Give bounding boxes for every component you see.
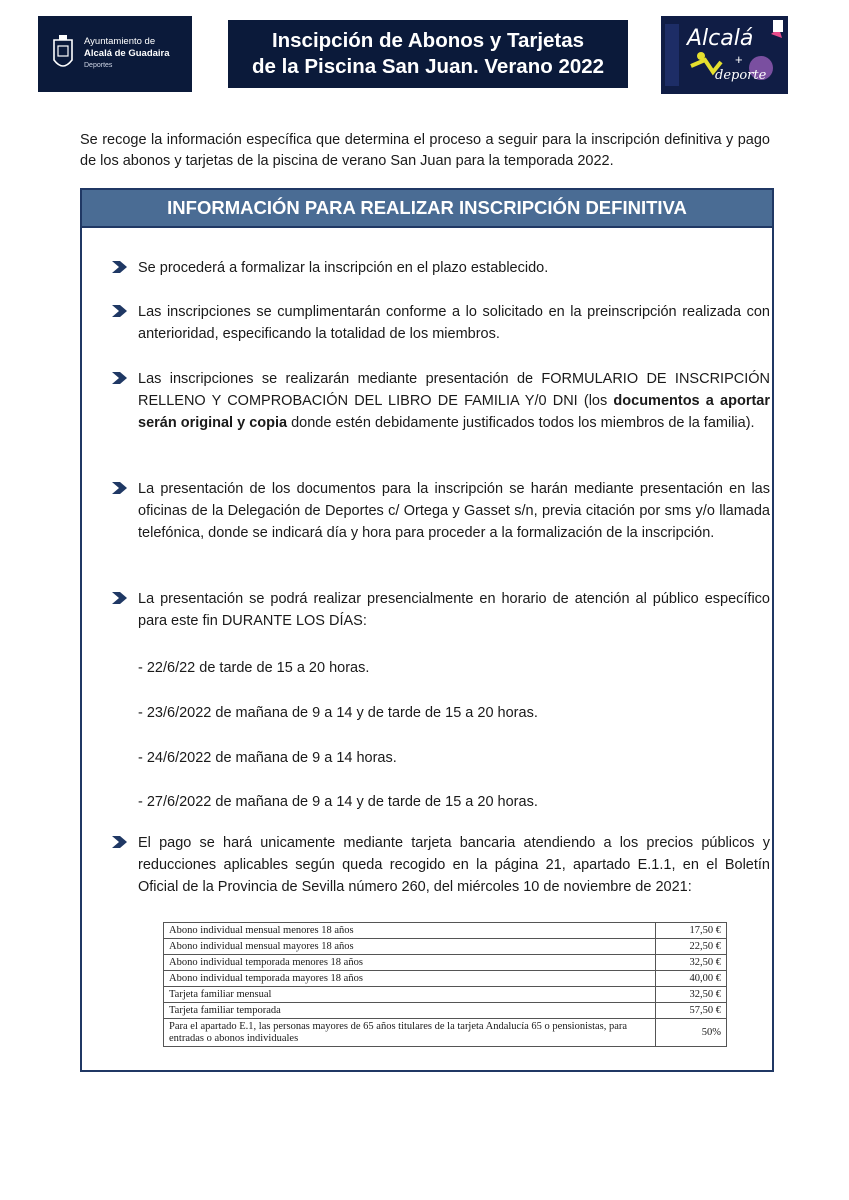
date-line-3: - 24/6/2022 de mañana de 9 a 14 horas. [138,750,397,766]
bullet-3-part-a: Las inscripciones se realizarán mediante presentación de FORMULARIO DE INSCRIPCIÓN RELLENO Y COMPROBACIÓN DEL LIBRO DE FAMILIA Y/0 DNI (los [138,371,770,409]
bullet-text-4: La presentación de los documentos para la inscripción se harán mediante presentación en las oficinas de la Delegación de Deportes c/ Ortega y Gasset s/n, previa citación por sms y/o llamada telefónica, donde se indicará día y hora para proceder a la formalización de la inscripción. [138,481,770,541]
panel-heading: INFORMACIÓN PARA REALIZAR INSCRIPCIÓN DEFINITIVA [82,190,772,228]
bullet-3-bold: documentos a aportar serán original y copia [138,393,770,431]
logo-line-2: Alcalá de Guadaira [84,48,170,59]
bullet-text-3 [138,368,770,434]
fee-label: Abono individual mensual menores 18 años [164,923,656,939]
table-row [164,1003,727,1019]
fee-label: Tarjeta familiar temporada [164,1003,656,1019]
table-row [164,939,727,955]
fee-label: Tarjeta familiar mensual [164,987,656,1003]
title-line-2: de la Piscina San Juan. Verano 2022 [251,55,605,78]
logo-line-1: Ayuntamiento de [84,36,156,47]
fee-note-label: Para el apartado E.1, las personas mayores de 65 años titulares de la tarjeta Andalucía 65 o pensionistas, para entradas o abonos individuales [164,1019,656,1047]
fee-price: 32,50 € [656,955,727,971]
table-row-note [164,1019,727,1047]
fees-table [163,922,727,1047]
intro-paragraph: Se recoge la información específica que determina el proceso a seguir para la inscripción definitiva y pago de los abonos y tarjetas de la piscina de verano San Juan para la temporada 2022. [80,132,770,169]
page-title [228,20,628,88]
table-row [164,923,727,939]
title-line-1: Inscipción de Abonos y Tarjetas [271,29,585,52]
bullet-text-1: Se procederá a formalizar la inscripción en el plazo establecido. [138,260,549,276]
logo-line-3: Deportes [84,62,113,69]
logo-sub-text: deporte [715,68,767,83]
alcala-deporte-logo [661,16,788,94]
fee-label: Abono individual temporada menores 18 años [164,955,656,971]
chevron-right-icon [110,591,132,605]
chevron-right-icon [110,371,132,385]
chevron-right-icon [110,481,132,495]
date-line-4: - 27/6/2022 de mañana de 9 a 14 y de tarde de 15 a 20 horas. [138,794,538,810]
bullet-text-6: El pago se hará unicamente mediante tarjeta bancaria atendiendo a los precios públicos y reducciones aplicables según queda recogido en la página 21, apartado E.1.1, en el Boletín Oficial de la Provincia de Sevilla número 260, del miércoles 10 de noviembre de 2021: [138,835,770,895]
bullet-text-2: Las inscripciones se cumplimentarán conforme a lo solicitado en la preinscripción realizada con anterioridad, especificando la totalidad de los miembros. [138,304,770,342]
fee-price: 22,50 € [656,939,727,955]
fee-price: 40,00 € [656,971,727,987]
bullet-3-part-b: donde estén debidamente justificados todos los miembros de la familia). [287,415,755,431]
chevron-right-icon [110,304,132,318]
chevron-right-icon [110,835,132,849]
fee-label: Abono individual temporada mayores 18 años [164,971,656,987]
fee-label: Abono individual mensual mayores 18 años [164,939,656,955]
logo-plus-text: + [735,52,743,67]
fee-price: 57,50 € [656,1003,727,1019]
ayuntamiento-logo [38,16,192,92]
chevron-right-icon [110,260,132,274]
date-line-2: - 23/6/2022 de mañana de 9 a 14 y de tarde de 15 a 20 horas. [138,705,538,721]
fee-price: 17,50 € [656,923,727,939]
crest-icon [50,34,76,74]
bullet-text-5: La presentación se podrá realizar presencialmente en horario de atención al público específico para este fin DURANTE LOS DÍAS: [138,591,770,629]
table-row [164,971,727,987]
logo-brand-text: Alcalá [687,26,754,51]
date-line-1: - 22/6/22 de tarde de 15 a 20 horas. [138,660,370,676]
fee-note-price: 50% [656,1019,727,1047]
table-row [164,987,727,1003]
info-panel [80,188,774,1072]
fee-price: 32,50 € [656,987,727,1003]
table-row [164,955,727,971]
